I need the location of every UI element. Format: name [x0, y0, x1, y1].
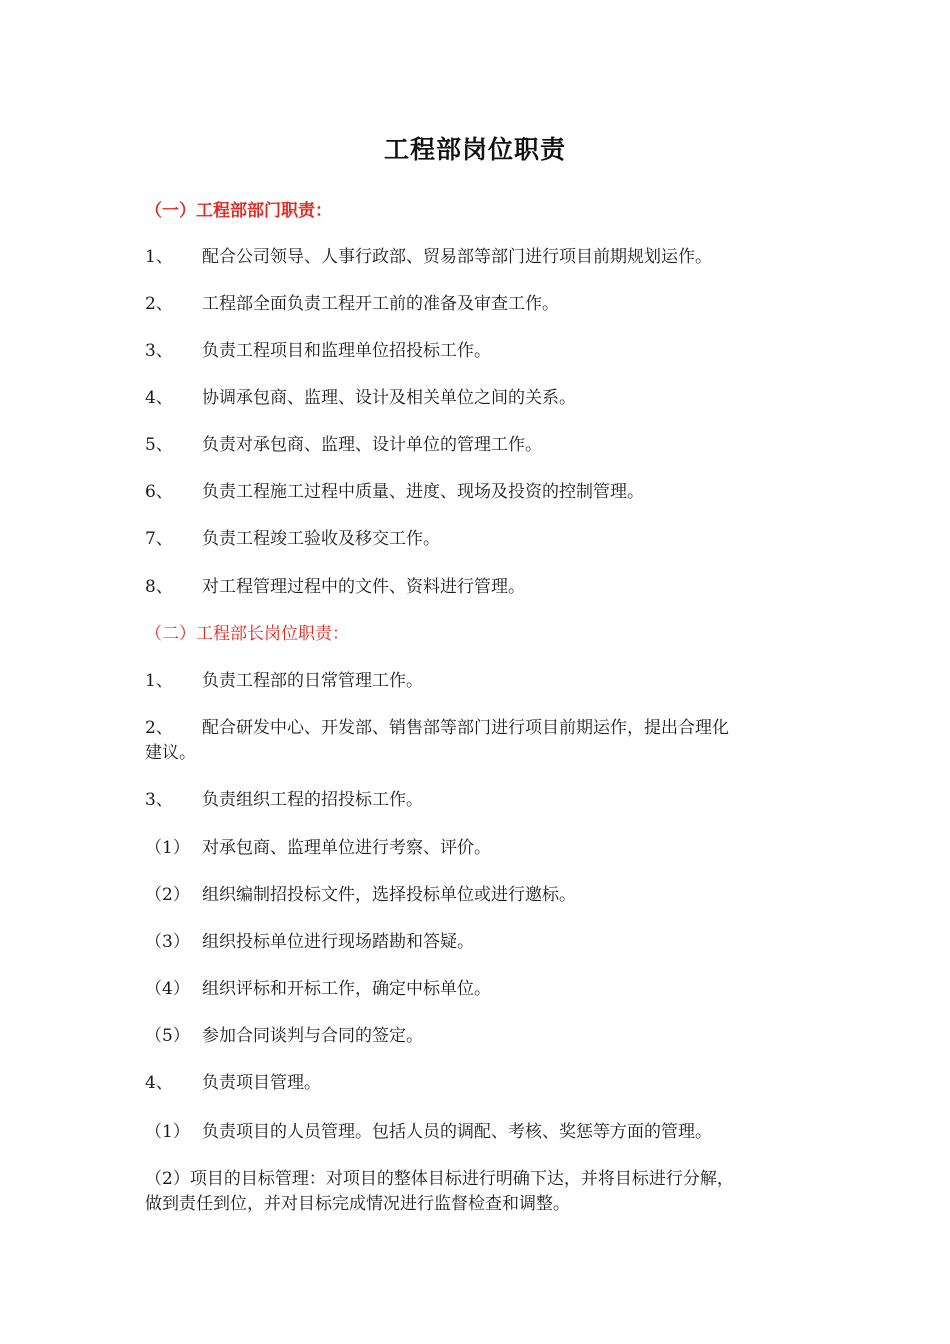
item-text: 负责工程竣工验收及移交工作。 — [202, 529, 440, 549]
item-text: 负责项目的人员管理。包括人员的调配、考核、奖惩等方面的管理。 — [202, 1122, 712, 1142]
list-item — [145, 928, 805, 956]
item-number: （5） — [145, 1026, 190, 1046]
item-number: 4、 — [145, 388, 173, 408]
list-item — [145, 1069, 805, 1097]
item-number: 1、 — [145, 247, 173, 267]
document-title: 工程部岗位职责 — [383, 135, 566, 164]
item-text: 对工程管理过程中的文件、资料进行管理。 — [202, 577, 525, 597]
item-number: 4、 — [145, 1073, 173, 1093]
item-text: 组织编制招投标文件，选择投标单位或进行邀标。 — [202, 885, 576, 905]
item-text: 配合研发中心、开发部、销售部等部门进行项目前期运作，提出合理化 — [202, 718, 729, 738]
item-text: 对承包商、监理单位进行考察、评价。 — [202, 838, 491, 858]
item-number: （2） — [145, 885, 190, 905]
list-item — [145, 384, 805, 412]
section-heading-manager: （二）工程部长岗位职责： — [145, 624, 349, 644]
item-number: 7、 — [145, 529, 173, 549]
item-number: （1） — [145, 838, 190, 858]
item-text: 负责工程施工过程中质量、进度、现场及投资的控制管理。 — [202, 482, 644, 502]
item-text: 组织投标单位进行现场踏勘和答疑。 — [202, 932, 474, 952]
item-text: 参加合同谈判与合同的签定。 — [202, 1026, 423, 1046]
list-item — [145, 431, 805, 459]
list-item — [145, 786, 805, 814]
list-item — [145, 881, 805, 909]
list-item — [145, 478, 805, 506]
item-number: 2、 — [145, 294, 173, 314]
item-number: （3） — [145, 932, 190, 952]
list-item — [145, 525, 805, 553]
item-number: 3、 — [145, 341, 173, 361]
section-heading-department: （一）工程部部门职责： — [145, 201, 332, 221]
item-number: 6、 — [145, 482, 173, 502]
list-item — [145, 1022, 805, 1050]
item-text: 配合公司领导、人事行政部、贸易部等部门进行项目前期规划运作。 — [202, 247, 712, 267]
item-text: 协调承包商、监理、设计及相关单位之间的关系。 — [202, 388, 576, 408]
list-item — [145, 290, 805, 318]
list-item — [145, 573, 805, 601]
item-number: （4） — [145, 979, 190, 999]
item-text: 负责工程项目和监理单位招投标工作。 — [202, 341, 491, 361]
list-item — [145, 1118, 805, 1146]
list-item — [145, 975, 805, 1003]
item-number: （1） — [145, 1122, 190, 1142]
list-item — [145, 337, 805, 365]
list-item — [145, 667, 805, 695]
item-text: 组织评标和开标工作，确定中标单位。 — [202, 979, 491, 999]
list-item — [145, 834, 805, 862]
item-text: 负责项目管理。 — [202, 1073, 321, 1093]
list-item-continuation: 建议。 — [145, 743, 196, 763]
item-number: 8、 — [145, 577, 173, 597]
item-text: 工程部全面负责工程开工前的准备及审查工作。 — [202, 294, 559, 314]
item-number: 3、 — [145, 790, 173, 810]
item-number: 1、 — [145, 671, 173, 691]
item-number: 2、 — [145, 718, 173, 738]
item-text: 负责对承包商、监理、设计单位的管理工作。 — [202, 435, 542, 455]
list-item — [145, 714, 805, 742]
item-number: 5、 — [145, 435, 173, 455]
list-item — [145, 243, 805, 271]
item-text: 负责工程部的日常管理工作。 — [202, 671, 423, 691]
list-item-continuation: 做到责任到位，并对目标完成情况进行监督检查和调整。 — [145, 1194, 570, 1214]
list-item: （2）项目的目标管理：对项目的整体目标进行明确下达，并将目标进行分解， — [145, 1169, 734, 1189]
item-text: 负责组织工程的招投标工作。 — [202, 790, 423, 810]
